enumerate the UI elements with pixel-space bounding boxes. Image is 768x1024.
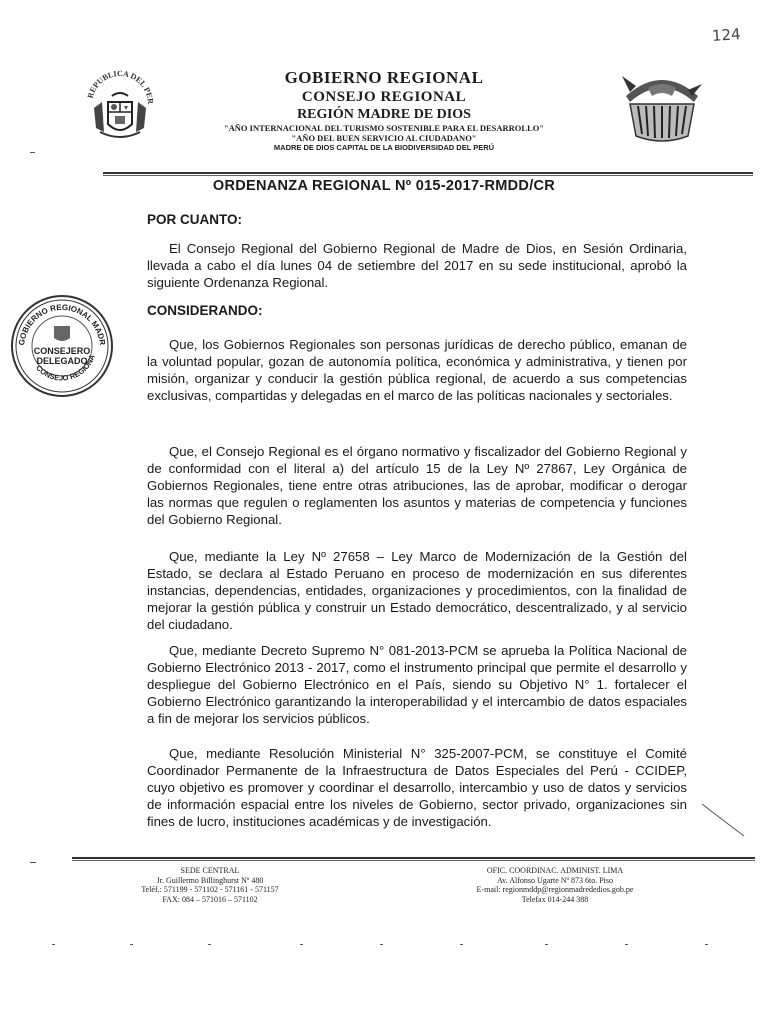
scan-speck bbox=[545, 944, 548, 945]
paragraph-text: El Consejo Regional del Gobierno Regional de Madre de Dios, en Sesión Ordinaria, llevada a cabo el día lunes 04 de setiembre del 2017 en su sede institucional, aprobó la siguiente Ordenanza Regional. bbox=[147, 241, 687, 290]
footer-lima-address: Av. Alfonso Ugarte Nº 873 6to. Piso bbox=[496, 875, 614, 885]
scan-speck bbox=[130, 944, 133, 945]
stamp-center-line1: CONSEJERO bbox=[33, 346, 91, 356]
pen-mark bbox=[700, 800, 750, 840]
logo-left-arc-text: REPUBLICA DEL PER bbox=[85, 68, 156, 105]
scan-speck bbox=[460, 944, 463, 945]
stamp-bottom-text: CONSEJO REGIONA bbox=[34, 353, 97, 383]
paragraph-text: Que, mediante Decreto Supremo N° 081-2013-PCM se aprueba la Política Nacional de Gobierno Electrónico 2013 - 2017, como el instrumento principal que permite el desarrollo y despliegue del Gobierno Electrónico en el País, siendo su Objetivo N° 1. fortalecer el Gobierno Electrónico garantizando la interoperabilidad y el intercambio de datos espaciales a fin de mejorar los servicios públicos. bbox=[147, 643, 687, 726]
footer-lima-office bbox=[445, 866, 665, 904]
paragraph-regional-governments bbox=[147, 336, 687, 404]
scan-speck bbox=[208, 944, 211, 945]
letterhead bbox=[0, 68, 768, 153]
footer-hq-address: Jr. Guillermo Billinghurst Nº 480 bbox=[156, 875, 264, 885]
paragraph-text: Que, mediante la Ley Nº 27658 – Ley Marco de Modernización de la Gestión del Estado, se declara al Estado Peruano en proceso de modernización en sus diferentes instancias, dependencias, entidades, organizaciones y procedimientos, con la finalidad de mejorar la gestión pública y construir un Estado democrático, descentralizado, y al servicio del ciudadano. bbox=[147, 549, 687, 632]
scan-speck bbox=[625, 944, 628, 945]
scan-speck bbox=[300, 944, 303, 945]
paragraph-session bbox=[147, 240, 687, 291]
header-divider-thin bbox=[103, 175, 753, 176]
paragraph-electronic-government bbox=[147, 642, 687, 727]
footer-lima-title: OFIC. COORDINAC. ADMINIST. LIMA bbox=[486, 866, 624, 875]
section-considerando: CONSIDERANDO: bbox=[147, 303, 263, 318]
paragraph-text: Que, mediante Resolución Ministerial N° 325-2007-PCM, se constituye el Comité Coordinador Permanente de la Infraestructura de Datos Especiales del Perú - CCIDEP, cuyo objetivo es promover y coordinar el desarrollo, intercambio y uso de datos y servicios de información espacial entre los niveles de Gobierno, sector privado, organizaciones sin fines de lucro, instituciones académicas y de investigación. bbox=[147, 746, 687, 829]
header-divider bbox=[103, 172, 753, 174]
letterhead-government: GOBIERNO REGIONAL bbox=[284, 68, 484, 87]
letterhead-year-motto-1: "AÑO INTERNACIONAL DEL TURISMO SOSTENIBLE PARA EL DESARROLLO" bbox=[223, 123, 545, 133]
paragraph-modernization-law bbox=[147, 548, 687, 633]
letterhead-region: REGIÓN MADRE DE DIOS bbox=[297, 107, 471, 122]
paragraph-text: Que, el Consejo Regional es el órgano normativo y fiscalizador del Gobierno Regional y de conformidad con el literal a) del artículo 15 de la Ley Nº 27867, Ley Orgánica de Gobiernos Regionales, tiene entre otras atribuciones, las de aprobar, modificar o derogar las normas que regulen o reglamenten los asuntos y materias de competencia y funciones del Gobierno Regional. bbox=[147, 444, 687, 527]
paragraph-ccidep bbox=[147, 745, 687, 830]
ordinance-title: ORDENANZA REGIONAL Nº 015-2017-RMDD/CR bbox=[212, 178, 556, 194]
footer-lima-telefax: Telefax 014-244 388 bbox=[521, 894, 589, 904]
paragraph-text: Que, los Gobiernos Regionales son personas jurídicas de derecho público, emanan de la voluntad popular, gozan de autonomía política, económica y administrativa, y tienen por misión, organizar y conducir la gestión pública regional, de acuerdo a sus competencias exclusivas, compartidas y delegadas en el marco de las políticas nacionales y sectoriales. bbox=[147, 337, 687, 403]
stamp-center-line2: DELEGADO bbox=[36, 356, 88, 366]
footer-lima-email: E-mail: regionmddp@regionmadrededios.gob.pe bbox=[476, 885, 634, 894]
letterhead-biodiversity-motto: MADRE DE DIOS CAPITAL DE LA BIODIVERSIDAD DEL PERÚ bbox=[273, 143, 495, 152]
scan-speck bbox=[30, 862, 36, 863]
handwritten-page-number: 124 bbox=[711, 25, 742, 45]
letterhead-council: CONSEJO REGIONAL bbox=[301, 89, 467, 105]
scan-speck bbox=[705, 944, 708, 945]
scan-speck bbox=[380, 944, 383, 945]
council-delegate-stamp bbox=[8, 292, 116, 400]
section-por-cuanto: POR CUANTO: bbox=[147, 212, 243, 227]
letterhead-year-motto-2: "AÑO DEL BUEN SERVICIO AL CIUDADANO" bbox=[291, 133, 477, 143]
footer-headquarters bbox=[110, 866, 310, 904]
footer-hq-title: SEDE CENTRAL bbox=[180, 866, 240, 875]
stamp-ring-text: GOBIERNO REGIONAL MADR bbox=[17, 302, 107, 346]
footer-divider bbox=[72, 857, 755, 859]
scan-speck bbox=[52, 944, 55, 945]
footer-hq-fax: FAX: 084 – 571016 – 571102 bbox=[162, 894, 258, 904]
paragraph-regional-council bbox=[147, 443, 687, 528]
footer-divider-thin bbox=[72, 860, 755, 861]
footer-hq-phones: Teléf.: 571199 - 571102 - 571161 - 571157 bbox=[141, 885, 279, 894]
scan-speck bbox=[30, 152, 35, 153]
